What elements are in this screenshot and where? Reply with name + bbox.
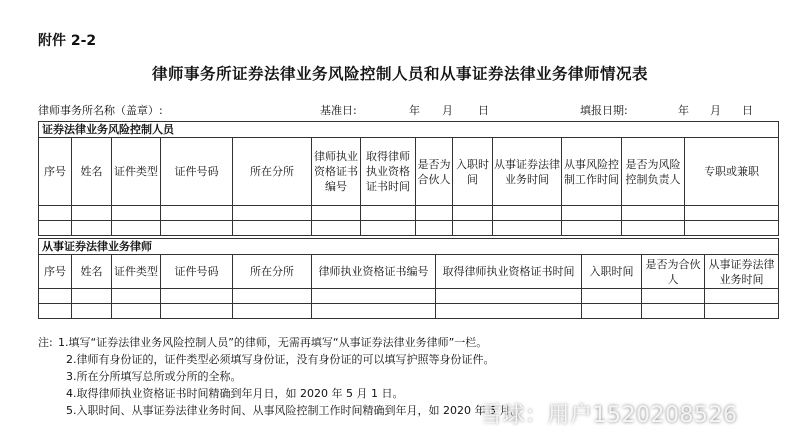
risk-control-staff-table: [38, 121, 779, 236]
base-date-label: 基准日:: [320, 104, 357, 117]
header-cell: 入职时间: [582, 255, 642, 289]
table-cell[interactable]: [112, 304, 161, 319]
table-cell[interactable]: [112, 289, 161, 304]
note-item: 4.取得律师执业资格证书时间精确到年月日，如 2020 年 5 月 1 日。: [66, 387, 404, 400]
table-cell[interactable]: [642, 304, 705, 319]
table-cell[interactable]: [161, 206, 233, 221]
table-cell[interactable]: [72, 206, 112, 221]
section-title: 证券法律业务风险控制人员: [39, 122, 779, 138]
header-cell: 取得律师执业资格证书时间: [361, 138, 416, 206]
header-cell: 证件号码: [161, 138, 233, 206]
table-cell[interactable]: [705, 289, 779, 304]
table-cell[interactable]: [493, 206, 562, 221]
table-cell[interactable]: [312, 206, 361, 221]
header-cell: 所在分所: [233, 138, 312, 206]
table-cell[interactable]: [312, 289, 436, 304]
attachment-label: 附件 2-2: [38, 33, 97, 49]
table-cell[interactable]: [622, 206, 685, 221]
base-month-label: 月: [442, 104, 453, 117]
table-cell[interactable]: [705, 304, 779, 319]
fill-date-label: 填报日期:: [580, 104, 628, 117]
table-cell[interactable]: [161, 304, 233, 319]
header-cell: 姓名: [72, 255, 112, 289]
note-item: 3.所在分所填写总所或分所的全称。: [66, 370, 242, 383]
table-cell[interactable]: [72, 221, 112, 236]
table-cell[interactable]: [453, 206, 493, 221]
header-cell: 是否为合伙人: [642, 255, 705, 289]
note-item: 2.律师有身份证的，证件类型必须填写身份证，没有身份证的可以填写护照等身份证件。: [66, 353, 495, 366]
notes-label: 注:: [38, 336, 53, 349]
note-item: 1.填写“证券法律业务风险控制人员”的律师，无需再填写“从事证券法律业务律师”一栏。: [58, 336, 488, 349]
header-cell: 律师执业资格证书编号: [312, 255, 436, 289]
note-item: 5.入职时间、从事证券法律业务时间、从事风险控制工作时间精确到年月，如 2020 年 5 月。: [66, 404, 522, 417]
page-title: 律师事务所证券法律业务风险控制人员和从事证券法律业务律师情况表: [151, 65, 648, 83]
table-cell[interactable]: [39, 206, 72, 221]
header-cell: 序号: [39, 138, 72, 206]
header-row: [39, 138, 779, 206]
table-cell[interactable]: [161, 289, 233, 304]
table-cell[interactable]: [72, 304, 112, 319]
watermark: 雪球：用户1520208526: [480, 403, 738, 428]
table-cell[interactable]: [112, 206, 161, 221]
table-cell[interactable]: [312, 221, 361, 236]
header-cell: 专职或兼职: [685, 138, 779, 206]
table-cell[interactable]: [493, 221, 562, 236]
table-cell[interactable]: [453, 221, 493, 236]
header-cell: 从事证券法律业务时间: [705, 255, 779, 289]
table-cell[interactable]: [39, 289, 72, 304]
table-cell[interactable]: [562, 206, 622, 221]
table-cell[interactable]: [562, 221, 622, 236]
table-row: [39, 304, 779, 319]
section-title: 从事证券法律业务律师: [39, 239, 779, 255]
fill-month-label: 月: [710, 104, 721, 117]
notes-block: [38, 334, 521, 419]
header-cell: 证件类型: [112, 255, 161, 289]
table-cell[interactable]: [39, 221, 72, 236]
header-cell: 证件类型: [112, 138, 161, 206]
table-row: [39, 221, 779, 236]
table-cell[interactable]: [582, 289, 642, 304]
table-cell[interactable]: [416, 206, 453, 221]
table-cell[interactable]: [233, 304, 312, 319]
table-cell[interactable]: [233, 206, 312, 221]
table-cell[interactable]: [361, 206, 416, 221]
table-cell[interactable]: [72, 289, 112, 304]
table-cell[interactable]: [112, 221, 161, 236]
header-cell: 证件号码: [161, 255, 233, 289]
header-cell: 序号: [39, 255, 72, 289]
table-cell[interactable]: [436, 289, 582, 304]
table-cell[interactable]: [312, 304, 436, 319]
table-cell[interactable]: [233, 221, 312, 236]
header-cell: 是否为合伙人: [416, 138, 453, 206]
table-cell[interactable]: [685, 206, 779, 221]
header-cell: 取得律师执业资格证书时间: [436, 255, 582, 289]
header-row: [39, 255, 779, 289]
securities-lawyers-table: [38, 238, 779, 319]
table-cell[interactable]: [233, 289, 312, 304]
table-cell[interactable]: [582, 304, 642, 319]
table-cell[interactable]: [416, 221, 453, 236]
table-cell[interactable]: [436, 304, 582, 319]
table-cell[interactable]: [642, 289, 705, 304]
table-row: [39, 289, 779, 304]
firm-name-label: 律师事务所名称（盖章）:: [38, 104, 163, 117]
header-cell: 姓名: [72, 138, 112, 206]
table-cell[interactable]: [622, 221, 685, 236]
base-day-label: 日: [478, 104, 489, 117]
table-cell[interactable]: [685, 221, 779, 236]
header-cell: 从事风险控制工作时间: [562, 138, 622, 206]
header-cell: 律师执业资格证书编号: [312, 138, 361, 206]
table-cell[interactable]: [39, 304, 72, 319]
header-cell: 从事证券法律业务时间: [493, 138, 562, 206]
header-cell: 是否为风险控制负责人: [622, 138, 685, 206]
base-year-label: 年: [409, 104, 420, 117]
header-cell: 入职时间: [453, 138, 493, 206]
table-row: [39, 206, 779, 221]
table-cell[interactable]: [161, 221, 233, 236]
fill-day-label: 日: [742, 104, 753, 117]
fill-year-label: 年: [678, 104, 689, 117]
table-cell[interactable]: [361, 221, 416, 236]
header-cell: 所在分所: [233, 255, 312, 289]
